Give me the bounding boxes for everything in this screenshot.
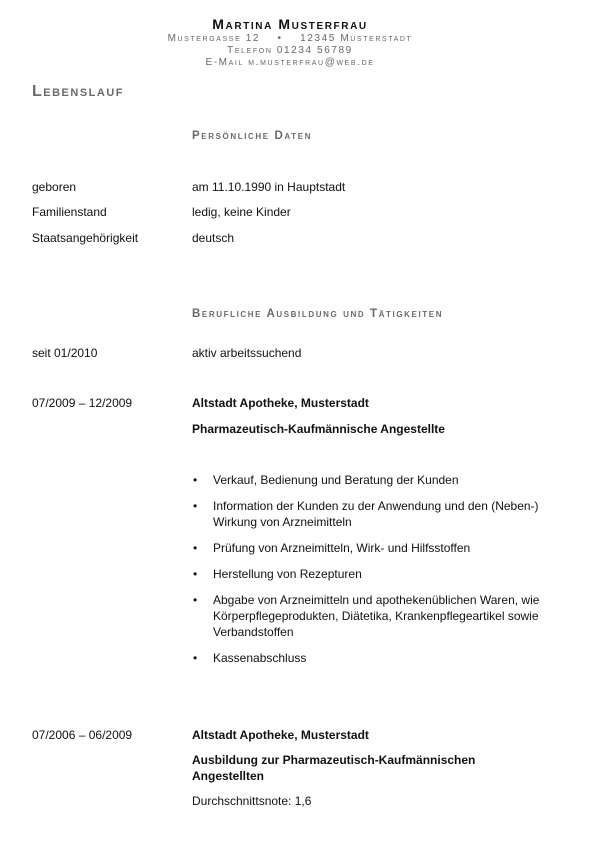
list-item [192,566,552,582]
bullet-icon: • [193,541,198,555]
address: Mustergasse 12 • 12345 Musterstadt [167,33,413,44]
entry-position: Pharmazeutisch-Kaufmännische Angestellte [192,422,445,436]
list-item [192,498,552,530]
document-title: Lebenslauf [32,83,124,100]
personal-value: am 11.10.1990 in Hauptstadt [192,180,346,194]
entry-company: Altstadt Apotheke, Musterstadt [192,728,369,742]
cv-header [0,16,580,69]
bullet-icon: • [193,567,198,581]
personal-label: Familienstand [32,205,107,219]
list-item [192,540,552,556]
list-item-text: Kassenabschluss [213,651,307,665]
section-heading-career: Berufliche Ausbildung und Tätigkeiten [192,308,444,320]
entry-period: 07/2009 – 12/2009 [32,396,133,410]
applicant-name: Martina Musterfrau [212,16,368,32]
personal-value: ledig, keine Kinder [192,205,291,219]
list-item-text: Prüfung von Arzneimitteln, Wirk- und Hilfsstoffen [213,541,471,555]
phone: Telefon 01234 56789 [227,45,353,56]
list-item [192,592,552,640]
bullet-icon: • [193,499,198,513]
entry-text: aktiv arbeitssuchend [192,346,302,360]
list-item-text: Information der Kunden zu der Anwendung und den (Neben-) Wirkung von Arzneimitteln [213,499,539,529]
list-item [192,650,552,666]
list-item [192,472,552,488]
entry-company: Altstadt Apotheke, Musterstadt [192,396,369,410]
personal-value: deutsch [192,231,235,245]
list-item-text: Abgabe von Arzneimitteln und apothekenüblichen Waren, wie Körperpflegeprodukten, Diätetika, Krankenpflegeartikel sowie Verbandstoffen [213,593,540,639]
bullet-icon: • [193,651,198,665]
personal-label: geboren [32,180,77,194]
list-item-text: Herstellung von Rezepturen [213,567,362,581]
section-heading-personal: Persönliche Daten [192,130,313,142]
email: E-Mail m.musterfrau@web.de [205,57,375,68]
bullet-icon: • [193,473,198,487]
bullet-icon: • [193,593,198,607]
entry-grade: Durchschnittsnote: 1,6 [192,794,312,808]
list-item-text: Verkauf, Bedienung und Beratung der Kunden [213,473,459,487]
entry-period: seit 01/2010 [32,346,98,360]
personal-label: Staatsangehörigkeit [32,231,139,245]
entry-position: Ausbildung zur Pharmazeutisch-Kaufmännischen Angestellten [192,753,476,783]
entry-period: 07/2006 – 06/2009 [32,728,133,742]
task-list [192,472,552,676]
